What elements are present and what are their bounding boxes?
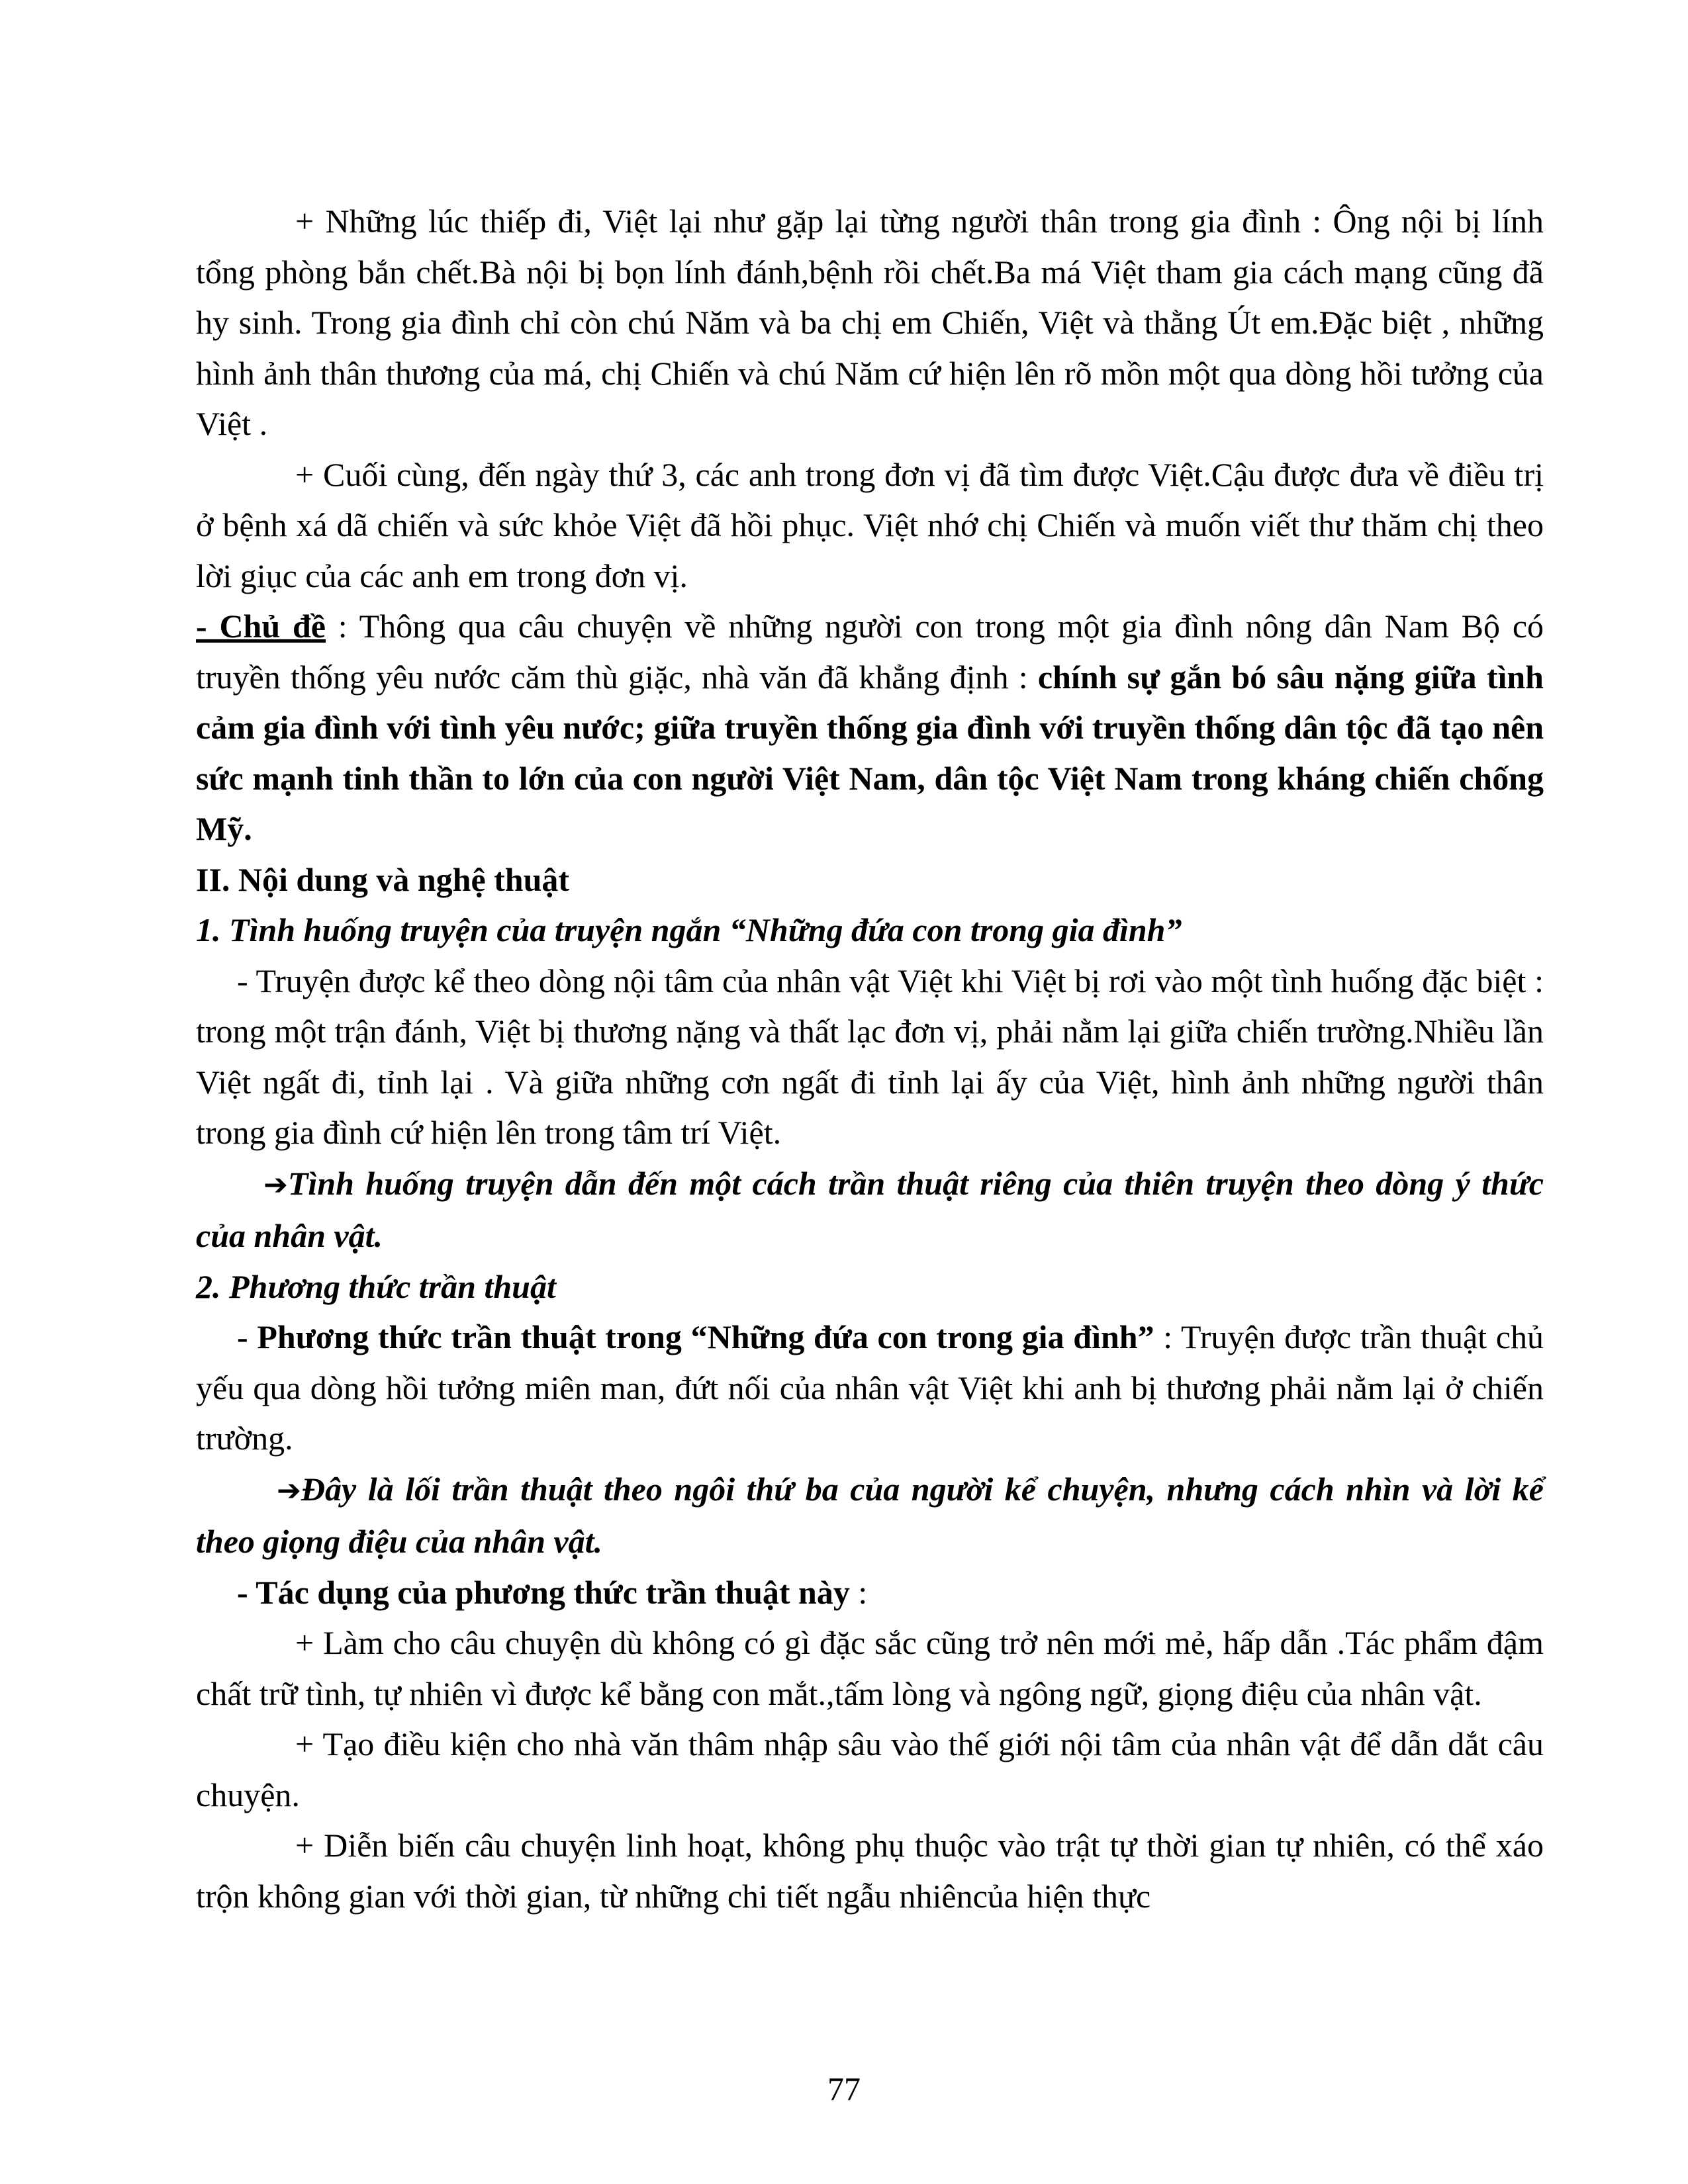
narration-conclusion-text: Đây là lối trần thuật theo ngôi thứ ba của người kể chuyện, nhưng cách nhìn và lời kể theo giọng điệu của nhân vật. — [196, 1470, 1544, 1560]
subsection-heading-narration: 2. Phương thức trần thuật — [196, 1267, 556, 1305]
theme-emphasis: chính sự gắn bó sâu nặng giữa tình cảm gia đình với tình yêu nước; giữa truyền thống gia đình với truyền thống dân tộc đã tạo nên sức mạnh tinh thần to lớn của con người Việt Nam, dân tộc Việt Nam trong kháng chiến chống Mỹ. — [196, 658, 1544, 847]
theme-label: - Chủ đề — [196, 608, 326, 645]
document-body — [196, 196, 1544, 1921]
effect-label: - Tác dụng của phương thức trần thuật này — [237, 1573, 850, 1611]
paragraph-rescue: + Cuối cùng, đến ngày thứ 3, các anh trong đơn vị đã tìm được Việt.Cậu được đưa về điều trị ở bệnh xá dã chiến và sức khỏe Việt đã hồi phục. Việt nhớ chị Chiến và muốn viết thư thăm chị theo lời giục của các anh em trong đơn vị. — [196, 455, 1544, 594]
paragraph-situation: - Truyện được kể theo dòng nội tâm của nhân vật Việt khi Việt bị rơi vào một tình huống đặc biệt : trong một trận đánh, Việt bị thương nặng và thất lạc đơn vị, phải nằm lại giữa chiến trường.Nhiều lần Việt ngất đi, tỉnh lại . Và giữa những cơn ngất đi tỉnh lại ấy của Việt, hình ảnh những người thân trong gia đình cứ hiện lên trong tâm trí Việt. — [196, 962, 1544, 1151]
paragraph-effect-1: + Làm cho câu chuyện dù không có gì đặc sắc cũng trở nên mới mẻ, hấp dẫn .Tác phẩm đậm chất trữ tình, tự nhiên vì được kể bằng con mắt.,tấm lòng và ngông ngữ, giọng điệu của nhân vật. — [196, 1624, 1544, 1712]
situation-conclusion-text: Tình huống truyện dẫn đến một cách trần thuật riêng của thiên truyện theo dòng ý thức của nhân vật. — [196, 1164, 1544, 1254]
paragraph-effect-2: + Tạo điều kiện cho nhà văn thâm nhập sâu vào thế giới nội tâm của nhân vật để dẫn dắt câu chuyện. — [196, 1725, 1544, 1813]
subsection-heading-situation: 1. Tình huống truyện của truyện ngắn “Những đứa con trong gia đình” — [196, 911, 1182, 948]
paragraph-theme — [196, 601, 1544, 854]
paragraph-narration-method — [196, 1312, 1544, 1464]
page-number: 77 — [827, 2070, 861, 2107]
paragraph-narration-conclusion — [196, 1464, 1544, 1567]
paragraph-effect-3: + Diễn biến câu chuyện linh hoạt, không phụ thuộc vào trật tự thời gian tự nhiên, có thể xáo trộn không gian với thời gian, từ những chi tiết ngẫu nhiêncủa hiện thực — [196, 1827, 1544, 1915]
section-heading-content-art: II. Nội dung và nghệ thuật — [196, 860, 570, 898]
narration-method-label: - Phương thức trần thuật trong “Những đứa con trong gia đình” — [237, 1318, 1154, 1355]
arrow-right-icon: ➔ — [263, 1167, 288, 1202]
effect-colon: : — [849, 1573, 868, 1611]
arrow-right-icon: ➔ — [277, 1473, 301, 1508]
paragraph-effect-heading — [196, 1567, 1544, 1618]
paragraph-situation-conclusion — [196, 1158, 1544, 1261]
theme-text: : Thông qua câu chuyện về những người con trong một gia đình nông dân Nam Bộ có truyền thống yêu nước căm thù giặc, nhà văn đã khẳng định : — [196, 608, 1544, 696]
narration-method-text: : Truyện được trần thuật chủ yếu qua dòng hồi tưởng miên man, đứt nối của nhân vật Việt khi anh bị thương phải nằm lại ở chiến trường. — [196, 1318, 1544, 1457]
paragraph-flashback-family: + Những lúc thiếp đi, Việt lại như gặp lại từng người thân trong gia đình : Ông nội bị lính tổng phòng bắn chết.Bà nội bị bọn lính đánh,bệnh rồi chết.Ba má Việt tham gia cách mạng cũng đã hy sinh. Trong gia đình chỉ còn chú Năm và ba chị em Chiến, Việt và thằng Út em.Đặc biệt , những hình ảnh thân thương của má, chị Chiến và chú Năm cứ hiện lên rõ mồn một qua dòng hồi tưởng của Việt . — [196, 203, 1544, 442]
